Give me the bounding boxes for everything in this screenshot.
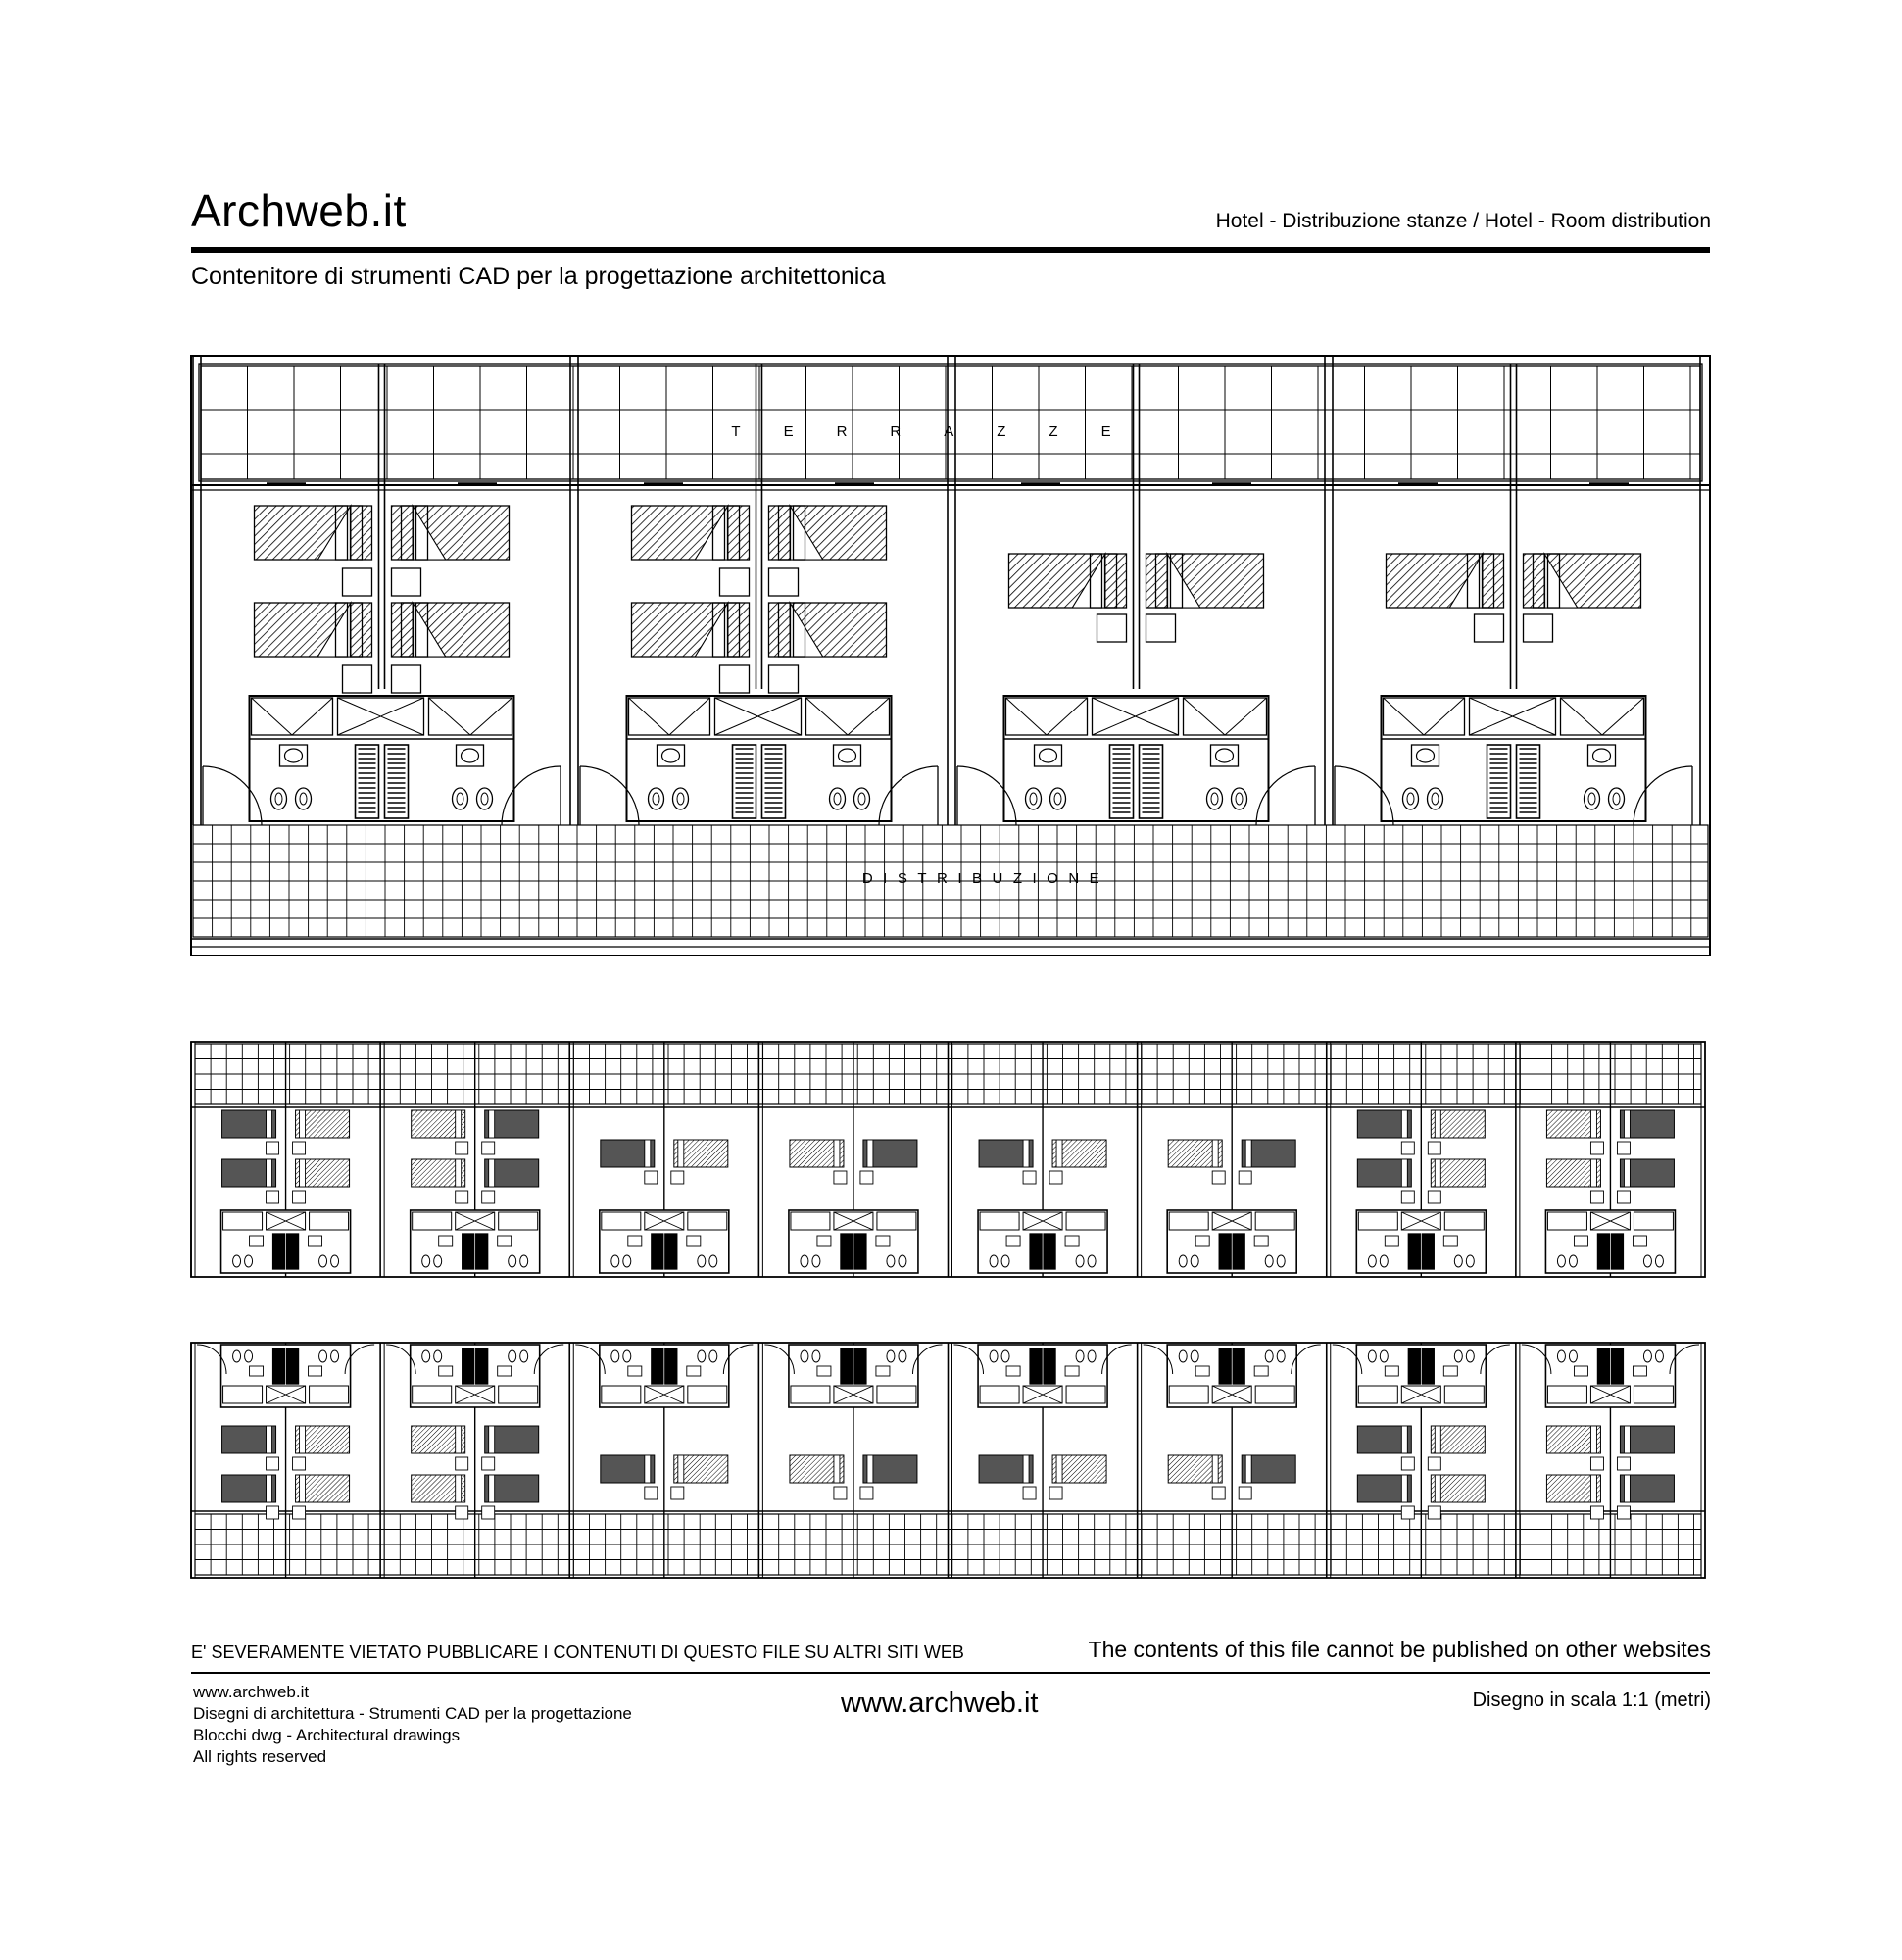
small-pillow (489, 1159, 495, 1187)
small-nightstand (671, 1487, 684, 1499)
bed (1387, 554, 1504, 608)
basin (462, 749, 479, 762)
bed (769, 603, 887, 657)
sink (457, 745, 484, 766)
toilet-bowl (858, 793, 865, 805)
small-pillow (1435, 1475, 1440, 1502)
small-pillow (300, 1475, 306, 1502)
bed (1009, 554, 1127, 608)
small-shower (841, 1348, 853, 1384)
small-pillow (456, 1426, 462, 1453)
small-nightstand (1590, 1457, 1603, 1470)
small-pillow (1245, 1140, 1251, 1167)
bathroom-block (250, 696, 514, 821)
toilet-bowl (677, 793, 684, 805)
bathroom-block (627, 696, 892, 821)
small-pillow (834, 1455, 840, 1483)
small-nightstand (1590, 1506, 1603, 1519)
nightstand (720, 568, 750, 596)
sink (1035, 745, 1062, 766)
small-pillow (645, 1455, 651, 1483)
small-nightstand (1617, 1506, 1630, 1519)
small-pillow (300, 1110, 306, 1138)
nightstand (769, 568, 799, 596)
toilet-bowl (1030, 793, 1037, 805)
nightstand (343, 665, 372, 693)
small-nightstand (1428, 1191, 1440, 1203)
room-module (193, 356, 561, 825)
small-pillow (867, 1455, 873, 1483)
small-shower (273, 1348, 285, 1384)
toilet (830, 788, 846, 809)
small-pillow (1624, 1426, 1630, 1453)
toilet (453, 788, 468, 809)
small-room-module (191, 1042, 351, 1277)
small-shower (652, 1348, 663, 1384)
door-swing (879, 766, 938, 825)
toilet (673, 788, 689, 809)
small-pillow (678, 1455, 684, 1483)
nightstand (1146, 614, 1176, 642)
small-pillow (1624, 1159, 1630, 1187)
toilet-bowl (457, 793, 463, 805)
small-pillow (1401, 1159, 1407, 1187)
small-shower (665, 1348, 677, 1384)
small-nightstand (860, 1487, 873, 1499)
small-pillow (1212, 1455, 1218, 1483)
nightstand (392, 665, 421, 693)
small-pillow (489, 1475, 495, 1502)
small-shower (1611, 1348, 1623, 1384)
small-nightstand (267, 1142, 279, 1154)
small-pillow (1023, 1140, 1029, 1167)
small-shower (1408, 1234, 1420, 1269)
small-room-module (191, 1343, 351, 1578)
door-swing (502, 766, 561, 825)
small-room-module (1138, 1343, 1297, 1578)
footer-rule (191, 1672, 1710, 1674)
toilet (1050, 788, 1066, 809)
small-shower (1597, 1234, 1609, 1269)
small-nightstand (456, 1506, 468, 1519)
terrace-band (199, 364, 1702, 481)
bed (769, 506, 887, 560)
bed (1524, 554, 1641, 608)
small-room-module (949, 1343, 1108, 1578)
wardrobe (1384, 698, 1465, 735)
small-pillow (1401, 1426, 1407, 1453)
small-pillow (678, 1140, 684, 1167)
subtitle: Contenitore di strumenti CAD per la progettazione architettonica (191, 263, 886, 290)
small-pillow (267, 1159, 272, 1187)
small-pillow (456, 1475, 462, 1502)
small-nightstand (1617, 1191, 1630, 1203)
terrace-label: TERRAZZE (731, 423, 1154, 440)
drawing-scale-note: Disegno in scala 1:1 (metri) (1472, 1690, 1711, 1711)
small-nightstand (1212, 1487, 1225, 1499)
wardrobe (429, 698, 512, 735)
small-room-module (569, 1343, 729, 1578)
small-pillow (1401, 1110, 1407, 1138)
small-pillow (300, 1159, 306, 1187)
small-shower (665, 1234, 677, 1269)
small-nightstand (267, 1457, 279, 1470)
sink (280, 745, 308, 766)
small-pillow (834, 1140, 840, 1167)
door-swing (203, 766, 262, 825)
toilet (854, 788, 870, 809)
nightstand (1475, 614, 1504, 642)
small-nightstand (1617, 1142, 1630, 1154)
small-room-module (1516, 1042, 1676, 1277)
basin (1417, 749, 1435, 762)
basin (839, 749, 856, 762)
small-nightstand (645, 1487, 658, 1499)
small-shower (1030, 1348, 1042, 1384)
small-nightstand (645, 1171, 658, 1184)
small-pillow (1590, 1426, 1596, 1453)
small-shower (1044, 1234, 1055, 1269)
toilet-bowl (1613, 793, 1620, 805)
toilet (1232, 788, 1247, 809)
small-pillow (1212, 1140, 1218, 1167)
wardrobe (1561, 698, 1644, 735)
small-pillow (1056, 1140, 1062, 1167)
toilet (1403, 788, 1419, 809)
basin (285, 749, 303, 762)
small-nightstand (671, 1171, 684, 1184)
bathroom-block (1382, 696, 1646, 821)
sink (834, 745, 861, 766)
small-nightstand (456, 1191, 468, 1203)
small-pillow (267, 1426, 272, 1453)
small-room-module (1327, 1042, 1487, 1277)
wardrobe (252, 698, 333, 735)
small-nightstand (1428, 1457, 1440, 1470)
small-nightstand (1049, 1171, 1062, 1184)
small-nightstand (1239, 1171, 1251, 1184)
bathroom-block (1004, 696, 1269, 821)
small-pillow (1245, 1455, 1251, 1483)
small-room-module (380, 1042, 540, 1277)
bed (255, 603, 372, 657)
bed (255, 506, 372, 560)
toilet (1026, 788, 1042, 809)
small-plan-row-top (191, 1042, 1705, 1277)
small-room-module (1138, 1042, 1297, 1277)
basin (1040, 749, 1057, 762)
toilet-bowl (481, 793, 488, 805)
small-nightstand (293, 1142, 306, 1154)
sink (1412, 745, 1439, 766)
small-nightstand (1617, 1457, 1630, 1470)
small-nightstand (293, 1457, 306, 1470)
small-room-module (380, 1343, 540, 1578)
nightstand (720, 665, 750, 693)
toilet-bowl (1211, 793, 1218, 805)
sink (658, 745, 685, 766)
small-pillow (1023, 1455, 1029, 1483)
toilet (477, 788, 493, 809)
small-pillow (1435, 1159, 1440, 1187)
small-shower (1422, 1234, 1434, 1269)
sink (1211, 745, 1239, 766)
small-pillow (1590, 1159, 1596, 1187)
small-nightstand (267, 1191, 279, 1203)
toilet (1428, 788, 1443, 809)
basin (662, 749, 680, 762)
toilet-bowl (834, 793, 841, 805)
corridor-label: DISTRIBUZIONE (861, 870, 1110, 887)
nightstand (392, 568, 421, 596)
small-shower (287, 1348, 299, 1384)
small-pillow (1056, 1455, 1062, 1483)
small-nightstand (456, 1457, 468, 1470)
small-nightstand (1401, 1142, 1414, 1154)
toilet (1207, 788, 1223, 809)
document-title: Hotel - Distribuzione stanze / Hotel - Room distribution (1215, 210, 1711, 232)
small-shower (854, 1234, 866, 1269)
small-shower (1233, 1234, 1244, 1269)
small-shower (1597, 1348, 1609, 1384)
bed (632, 506, 750, 560)
small-shower (1408, 1348, 1420, 1384)
basin (1593, 749, 1611, 762)
small-pillow (267, 1110, 272, 1138)
toilet (271, 788, 287, 809)
toilet (1609, 788, 1625, 809)
small-pillow (489, 1110, 495, 1138)
nightstand (769, 665, 799, 693)
small-shower (463, 1234, 474, 1269)
small-shower (841, 1234, 853, 1269)
toilet-bowl (1236, 793, 1243, 805)
small-room-module (1516, 1343, 1676, 1578)
small-nightstand (482, 1506, 495, 1519)
nightstand (343, 568, 372, 596)
footer-credit-line: All rights reserved (193, 1747, 327, 1766)
nightstand (1524, 614, 1553, 642)
toilet-bowl (275, 793, 282, 805)
bed (392, 506, 510, 560)
small-pillow (456, 1159, 462, 1187)
small-nightstand (293, 1191, 306, 1203)
small-nightstand (482, 1142, 495, 1154)
wardrobe (1184, 698, 1267, 735)
toilet (1585, 788, 1600, 809)
small-pillow (867, 1140, 873, 1167)
small-pillow (1590, 1475, 1596, 1502)
small-shower (652, 1234, 663, 1269)
wardrobe (629, 698, 710, 735)
small-nightstand (1023, 1487, 1036, 1499)
wardrobe (806, 698, 890, 735)
door-swing (580, 766, 639, 825)
toilet-bowl (653, 793, 659, 805)
toilet-bowl (1432, 793, 1439, 805)
small-pillow (1624, 1475, 1630, 1502)
small-nightstand (1401, 1506, 1414, 1519)
small-shower (1422, 1348, 1434, 1384)
small-nightstand (1401, 1457, 1414, 1470)
bed (392, 603, 510, 657)
small-pillow (1624, 1110, 1630, 1138)
toilet-bowl (1054, 793, 1061, 805)
brand-logo-text: Archweb.it (191, 185, 407, 236)
small-room-module (949, 1042, 1108, 1277)
small-room-module (1327, 1343, 1487, 1578)
bed (632, 603, 750, 657)
small-shower (463, 1348, 474, 1384)
small-nightstand (1239, 1487, 1251, 1499)
small-nightstand (834, 1487, 847, 1499)
small-shower (854, 1348, 866, 1384)
small-room-module (758, 1042, 918, 1277)
small-room-module (758, 1343, 918, 1578)
footer-credit-line: Disegni di architettura - Strumenti CAD per la progettazione (193, 1704, 632, 1723)
sink (1588, 745, 1616, 766)
small-nightstand (1428, 1506, 1440, 1519)
door-swing (1256, 766, 1315, 825)
footer-website-link[interactable]: www.archweb.it (841, 1688, 1039, 1719)
large-floor-plan (191, 356, 1710, 956)
small-pillow (1401, 1475, 1407, 1502)
bed (1146, 554, 1264, 608)
small-nightstand (293, 1506, 306, 1519)
small-pillow (489, 1426, 495, 1453)
small-nightstand (1590, 1142, 1603, 1154)
small-shower (287, 1234, 299, 1269)
copyright-warning-italian: E' SEVERAMENTE VIETATO PUBBLICARE I CONTENUTI DI QUESTO FILE SU ALTRI SITI WEB (191, 1642, 964, 1662)
small-nightstand (1049, 1487, 1062, 1499)
small-nightstand (482, 1191, 495, 1203)
small-room-module (569, 1042, 729, 1277)
terrace-tile-grid (201, 366, 1700, 479)
small-pillow (456, 1110, 462, 1138)
small-nightstand (1428, 1142, 1440, 1154)
basin (1216, 749, 1234, 762)
small-pillow (1435, 1110, 1440, 1138)
footer-credit-line: Blocchi dwg - Architectural drawings (193, 1726, 461, 1744)
small-plan-row-bottom (191, 1343, 1705, 1578)
small-shower (1611, 1234, 1623, 1269)
small-nightstand (1401, 1191, 1414, 1203)
toilet (296, 788, 312, 809)
small-nightstand (482, 1457, 495, 1470)
small-shower (1030, 1234, 1042, 1269)
nightstand (1097, 614, 1127, 642)
toilet-bowl (1588, 793, 1595, 805)
wardrobe (1006, 698, 1088, 735)
small-nightstand (1023, 1171, 1036, 1184)
small-nightstand (1590, 1191, 1603, 1203)
small-nightstand (860, 1171, 873, 1184)
small-pillow (1590, 1110, 1596, 1138)
copyright-warning-english: The contents of this file cannot be published on other websites (1088, 1637, 1711, 1662)
toilet-bowl (1407, 793, 1414, 805)
toilet (649, 788, 664, 809)
small-pillow (1435, 1426, 1440, 1453)
room-module (1325, 356, 1692, 825)
small-shower (273, 1234, 285, 1269)
footer-credit-line: www.archweb.it (193, 1683, 310, 1701)
footer-credits (193, 1682, 632, 1768)
small-nightstand (834, 1171, 847, 1184)
small-shower (476, 1348, 488, 1384)
small-shower (1233, 1348, 1244, 1384)
door-swing (1634, 766, 1692, 825)
small-nightstand (1212, 1171, 1225, 1184)
small-shower (1219, 1348, 1231, 1384)
small-nightstand (456, 1142, 468, 1154)
small-nightstand (267, 1506, 279, 1519)
small-pillow (645, 1140, 651, 1167)
small-pillow (267, 1475, 272, 1502)
toilet-bowl (300, 793, 307, 805)
small-shower (476, 1234, 488, 1269)
small-shower (1044, 1348, 1055, 1384)
door-swing (1335, 766, 1393, 825)
small-shower (1219, 1234, 1231, 1269)
door-swing (957, 766, 1016, 825)
small-pillow (300, 1426, 306, 1453)
